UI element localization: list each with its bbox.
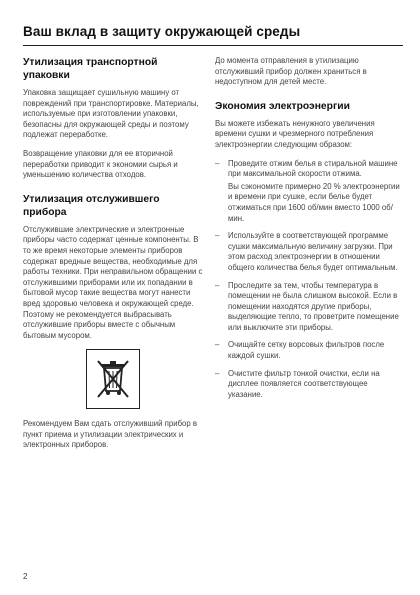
list-bullet: – [215,231,220,241]
list-item [215,340,400,361]
list-item [215,281,400,334]
heading-appliance-disposal: Утилизация отслужившего прибора [23,193,160,218]
paragraph-appliance-2: Рекомендуем Вам сдать отслуживший прибор в пункт приема и утилизации электрических и электронных приборов. [23,419,198,450]
paragraph-storage: До момента отправления в утилизацию отслуживший прибор должен храниться в недоступном для детей месте. [215,56,367,87]
left-column [23,56,203,459]
paragraph-appliance-1: Отслужившие электрические и электронные приборы часто содержат ценные компоненты. В то же время некоторые элементы приборов содержат вредные вещества, необходимые для работы техники. При неправильном обращении с отслужившими приборами или их попадании в бытовой мусор такие вещества могут нанести вред здоровью человека и окружающей среде. Поэтому не рекомендуется выбрасывать отслужившие приборы вместе с обычным бытовым мусором. [23,224,203,340]
paragraph-packaging-2: Возвращение упаковки для ее вторичной переработки приводит к экономии сырья и уменьшению количества отходов. [23,148,178,180]
list-item-text: Проведите отжим белья в стиральной машине при максимальной скорости отжима. [228,158,398,179]
list-item [215,159,400,225]
energy-tips-list [215,159,400,401]
list-item [215,231,400,273]
list-item-note: Вы сэкономите примерно 20 % электроэнергии и времени при сушке, если белье будет отжиматься при 1600 об/мин вместо 1000 об/мин. [228,181,400,223]
page-title: Ваш вклад в защиту окружающей среды [23,24,301,39]
list-bullet: – [215,280,220,290]
title-divider [23,45,403,46]
weee-symbol-frame [86,349,140,409]
list-item [215,369,400,401]
paragraph-energy-intro: Вы можете избежать ненужного увеличения времени сушки и чрезмерного потребления электроэнергии следующим образом: [215,118,375,149]
crossed-out-wheelie-bin-icon [93,355,133,403]
list-bullet: – [215,158,220,168]
list-item-text: Очищайте сетку ворсовых фильтров после каждой сушки. [228,340,385,361]
list-bullet: – [215,368,220,378]
list-item-text: Очистите фильтр тонкой очистки, если на дисплее появляется соответствующее указание. [228,368,380,399]
list-item-text: Используйте в соответствующей программе сушки максимальную величину загрузки. При этом расход электроэнергии в отношении общего количества белья будет оптимальным. [228,231,398,272]
right-column [215,56,400,407]
list-bullet: – [215,340,220,350]
list-item-text: Проследите за тем, чтобы температура в помещении не была слишком высокой. Если в помещении находятся другие приборы, выделяющие тепло, то проветрите помещение или выключите эти приборы. [228,280,399,332]
paragraph-packaging-1: Упаковка защищает сушильную машину от повреждений при транспортировке. Материалы, используемые при изготовлении упаковки, безопасны для окружающей среды и поэтому подлежат переработке. [23,88,199,140]
page-number: 2 [23,572,28,581]
heading-energy-saving: Экономия электроэнергии [215,100,350,112]
heading-packaging-disposal: Утилизация транспортной упаковки [23,57,158,81]
